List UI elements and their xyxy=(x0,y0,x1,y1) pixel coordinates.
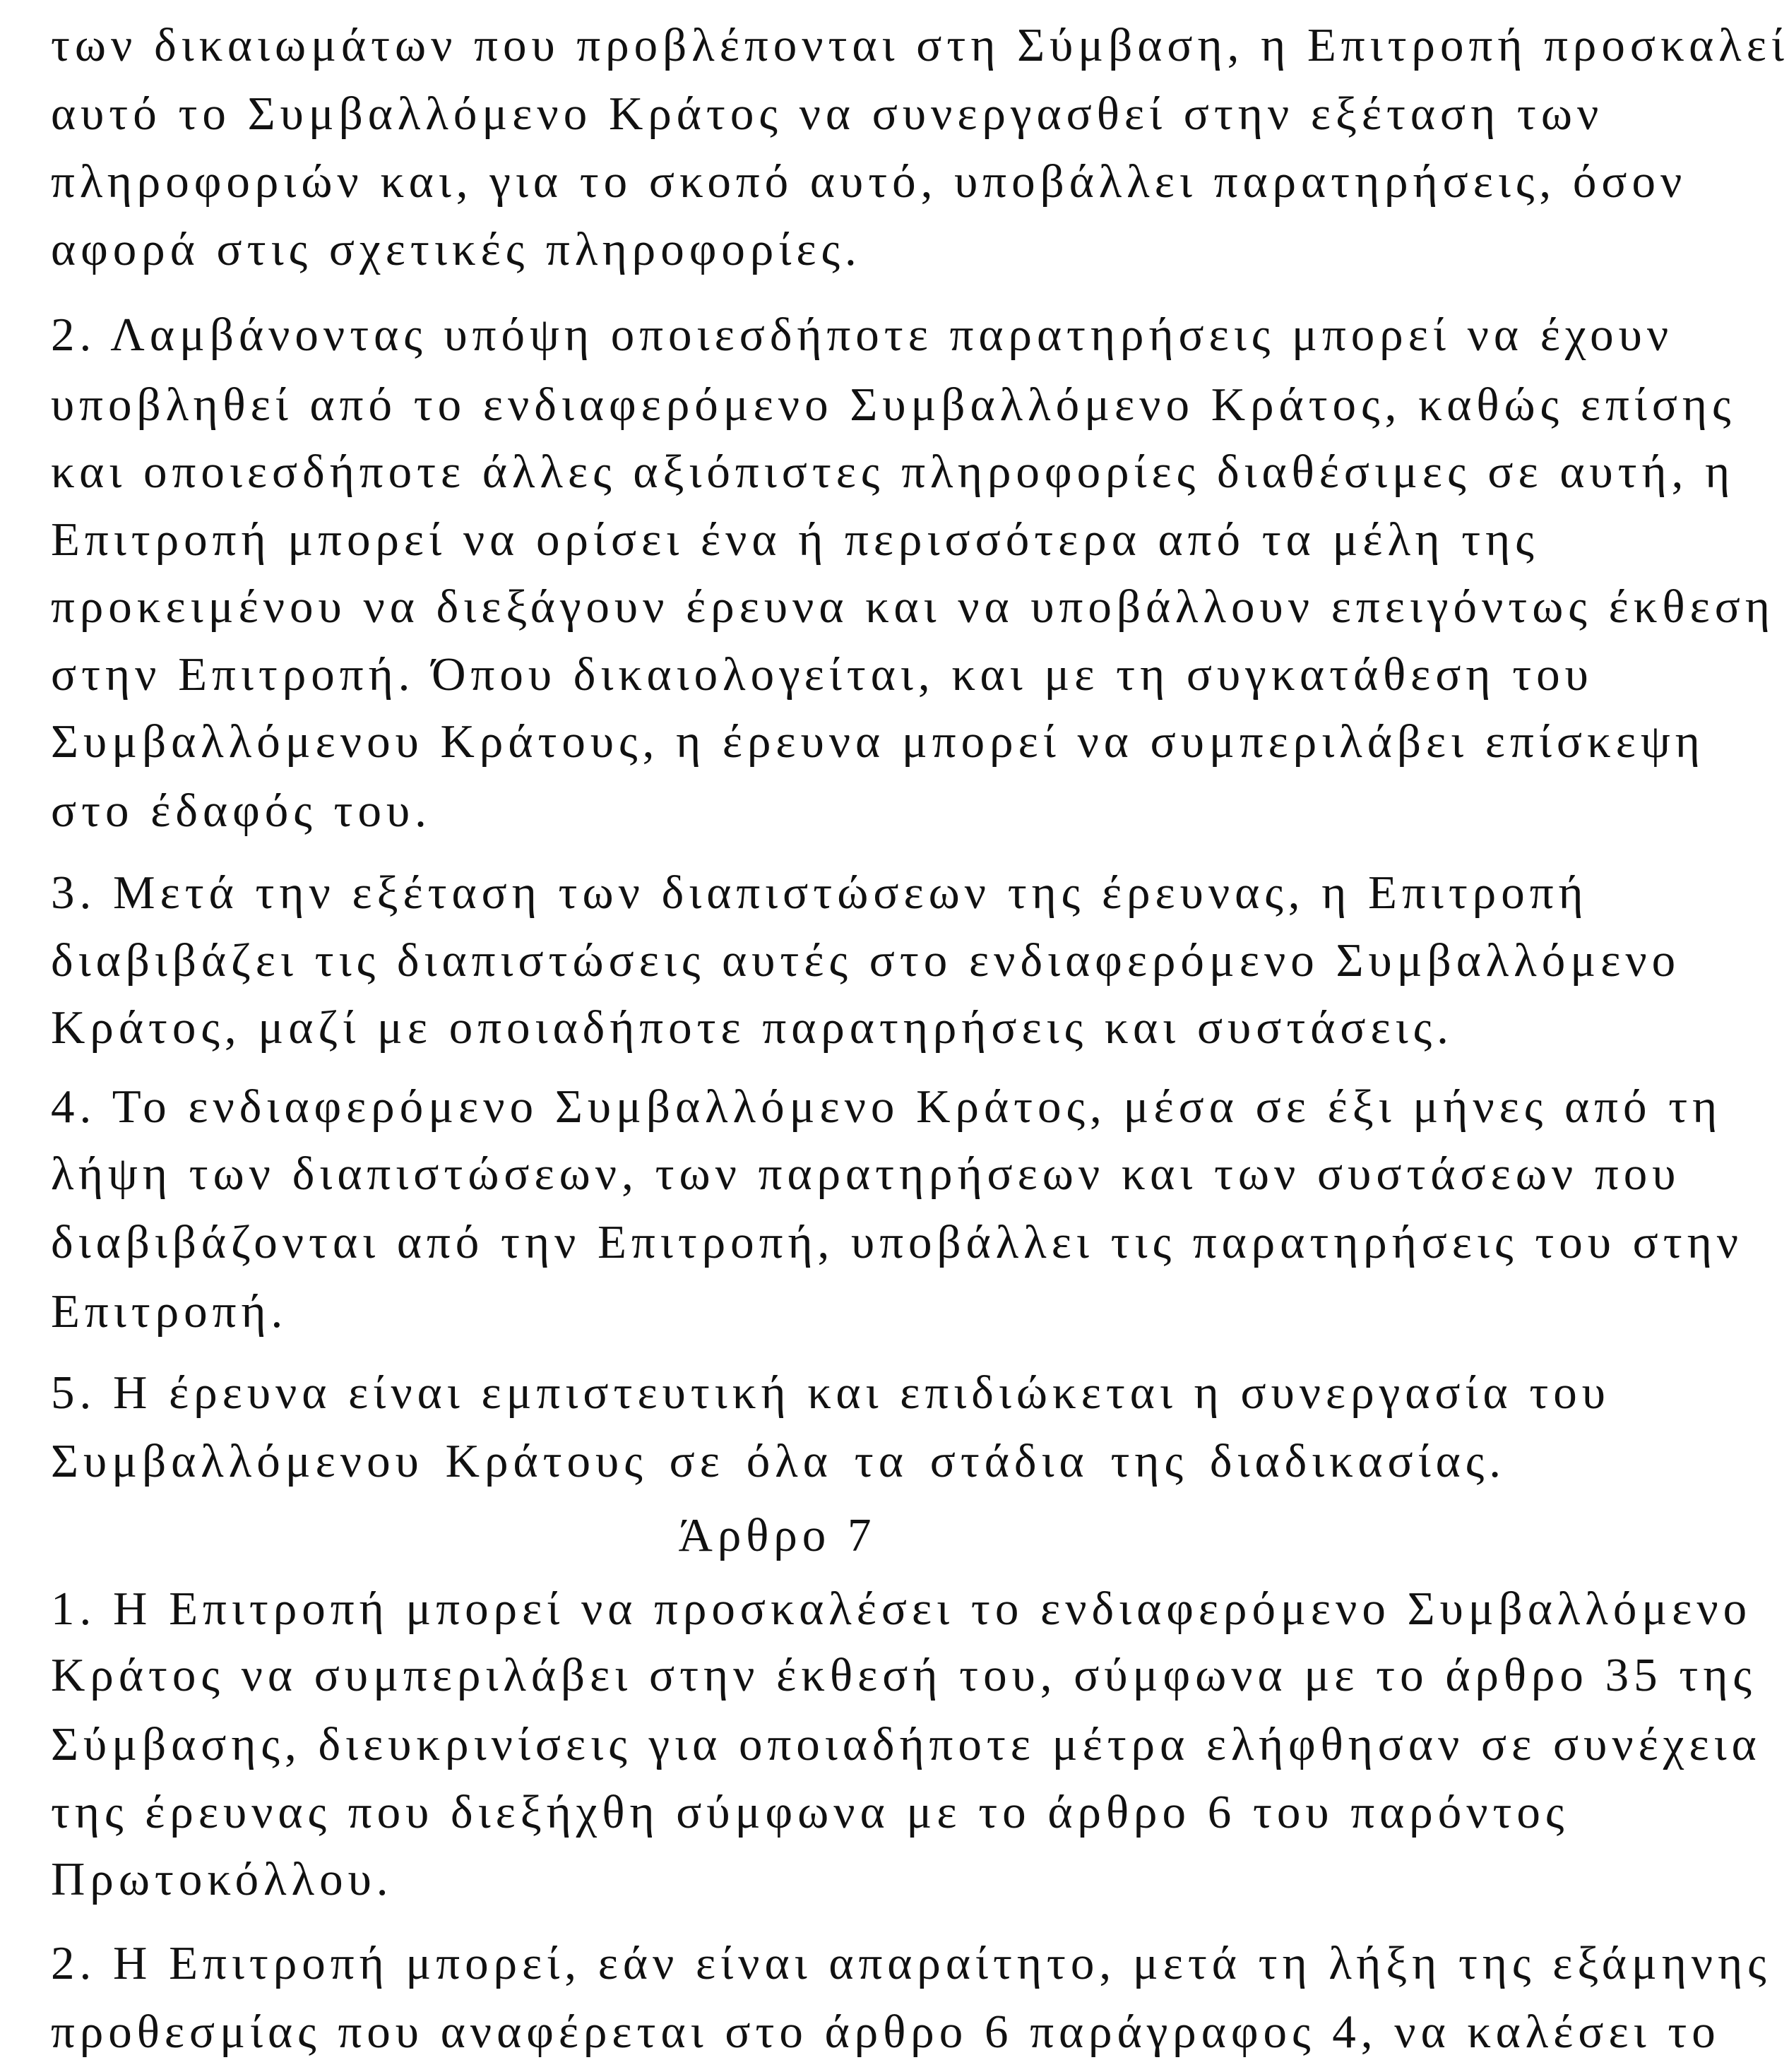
text-line: αφορά στις σχετικές πληροφορίες. xyxy=(51,223,862,275)
text-line: των δικαιωμάτων που προβλέπονται στη Σύμβαση, η Επιτροπή προσκαλεί xyxy=(51,19,1789,71)
text-line: Επιτροπή μπορεί να ορίσει ένα ή περισσότερα από τα μέλη της xyxy=(51,513,1539,566)
text-line: Συμβαλλόμενου Κράτους σε όλα τα στάδια της διαδικασίας. xyxy=(51,1435,1506,1487)
text-line: προκειμένου να διεξάγουν έρευνα και να υποβάλλουν επειγόντως έκθεση xyxy=(51,580,1775,633)
text-line: Σύμβασης, διευκρινίσεις για οποιαδήποτε μέτρα ελήφθησαν σε συνέχεια xyxy=(51,1718,1761,1770)
text-line: πληροφοριών και, για το σκοπό αυτό, υποβάλλει παρατηρήσεις, όσον xyxy=(51,155,1687,208)
text-line: Επιτροπή. xyxy=(51,1285,288,1338)
text-line: στο έδαφός του. xyxy=(51,785,432,837)
article-heading: Άρθρο 7 xyxy=(678,1509,876,1561)
text-line: διαβιβάζει τις διαπιστώσεις αυτές στο ενδιαφερόμενο Συμβαλλόμενο xyxy=(51,934,1681,987)
text-line: και οποιεσδήποτε άλλες αξιόπιστες πληροφορίες διαθέσιμες σε αυτή, η xyxy=(51,446,1735,498)
text-line: Κράτος να συμπεριλάβει στην έκθεσή του, σύμφωνα με το άρθρο 35 της xyxy=(51,1649,1757,1701)
text-line: Συμβαλλόμενου Κράτους, η έρευνα μπορεί να συμπεριλάβει επίσκεψη xyxy=(51,715,1705,768)
article-7-paragraph-1-start: 1. Η Επιτροπή μπορεί να προσκαλέσει το ενδιαφερόμενο Συμβαλλόμενο xyxy=(51,1583,1752,1635)
article-7-paragraph-2-start: 2. Η Επιτροπή μπορεί, εάν είναι απαραίτητο, μετά τη λήξη της εξάμηνης xyxy=(51,1937,1771,1989)
paragraph-5-start: 5. Η έρευνα είναι εμπιστευτική και επιδιώκεται η συνεργασία του xyxy=(51,1367,1610,1419)
text-line: προθεσμίας που αναφέρεται στο άρθρο 6 παράγραφος 4, να καλέσει το xyxy=(51,2006,1720,2058)
text-line: αυτό το Συμβαλλόμενο Κράτος να συνεργασθεί στην εξέταση των xyxy=(51,88,1604,140)
text-line: Πρωτοκόλλου. xyxy=(51,1853,393,1905)
text-line: λήψη των διαπιστώσεων, των παρατηρήσεων και των συστάσεων που xyxy=(51,1148,1681,1200)
paragraph-2-start: 2. Λαμβάνοντας υπόψη οποιεσδήποτε παρατηρήσεις μπορεί να έχουν xyxy=(51,309,1674,361)
text-line: διαβιβάζονται από την Επιτροπή, υποβάλλει τις παρατηρήσεις του στην xyxy=(51,1216,1744,1268)
text-line: υποβληθεί από το ενδιαφερόμενο Συμβαλλόμενο Κράτος, καθώς επίσης xyxy=(51,379,1736,431)
paragraph-4-start: 4. Το ενδιαφερόμενο Συμβαλλόμενο Κράτος, μέσα σε έξι μήνες από τη xyxy=(51,1080,1723,1133)
paragraph-3-start: 3. Μετά την εξέταση των διαπιστώσεων της έρευνας, η Επιτροπή xyxy=(51,867,1588,919)
text-line: Κράτος, μαζί με οποιαδήποτε παρατηρήσεις και συστάσεις. xyxy=(51,1001,1454,1054)
text-line: στην Επιτροπή. Όπου δικαιολογείται, και με τη συγκατάθεση του xyxy=(51,648,1593,701)
text-line: της έρευνας που διεξήχθη σύμφωνα με το άρθρο 6 του παρόντος xyxy=(51,1786,1569,1838)
